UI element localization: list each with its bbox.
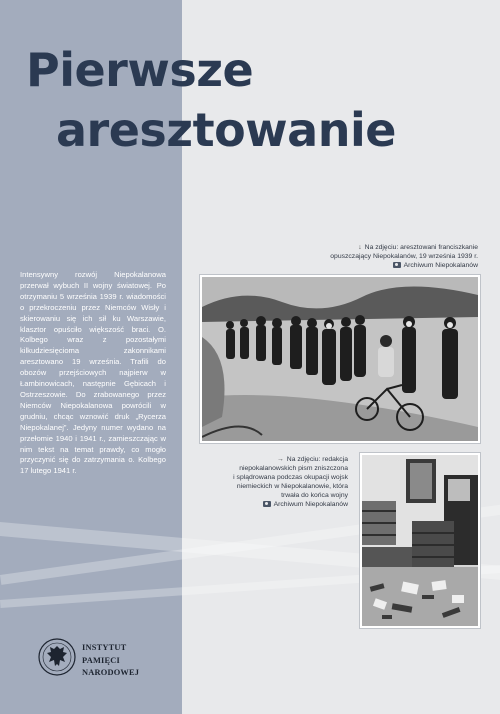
photo-destroyed-office [360,453,480,628]
caption-1-line-2: opuszczający Niepokalanów, 19 września 1939 r. [330,253,478,260]
page-title [26,40,396,160]
camera-icon [393,262,401,268]
camera-icon [263,501,271,507]
photo-caption-2 [190,455,348,509]
logo-text-line-2: PAMIĘCI [82,655,120,665]
logo-text-line-3: NARODOWEJ [82,668,140,677]
caption-2-source: Archiwum Niepokalanów [273,501,348,508]
caption-1-source: Archiwum Niepokalanów [403,262,478,269]
ipn-logo [38,638,218,688]
body-text: Intensywny rozwój Niepokalanowa przerwał wybuch II wojny światowej. Po otrzymaniu 5 września 1939 r. wiadomości o przekroczeniu przez Niemców Wisły i skierowaniu się ich sił ku Warszawie, klasztor opuściło większość braci. O. Kolbego wraz z pozostałymi kilkudziesięcioma zakonnikami aresztowano 19 września. Trafili do obozów przejściowych najpierw w Łambinowicach, następnie Gębicach i Ostrzeszowie. Do zrabowanego przez Niemców Niepokalanowa powrócili w grudniu, chcąc wznowić druk „Rycerza Niepokalanej”. Jedyny numer wydano na przełomie 1940 i 1941 r., zamieszczając w nim tekst na temat prawdy, co mogło przyczynić się do zatrzymania o. Kolbego 17 lutego 1941 r. [20,270,166,476]
caption-1-line-1: Na zdjęciu: aresztowani franciszkanie [364,244,478,251]
eagle-emblem-icon [38,638,76,676]
caption-2-line-2: niepokalanowskich pism zniszczona [239,465,348,472]
logo-text-line-1: INSTYTUT [82,643,127,652]
title-line-2: aresztowanie [56,103,396,157]
caption-2-line-4: niemieckich w Niepokalanowie, która [236,483,348,490]
photo-arrested-friars [200,275,480,443]
caption-2-line-1: Na zdjęciu: redakcja [286,456,348,463]
caption-2-line-3: i splądrowana podczas okupacji wojsk [233,474,348,481]
photo-caption-1 [218,243,478,270]
logo-text [82,642,139,680]
arrow-right-icon: → [277,456,284,463]
title-line-1: Pierwsze [26,43,254,97]
arrow-down-icon: ↓ [358,244,362,251]
caption-2-line-5: trwała do końca wojny [281,492,348,499]
